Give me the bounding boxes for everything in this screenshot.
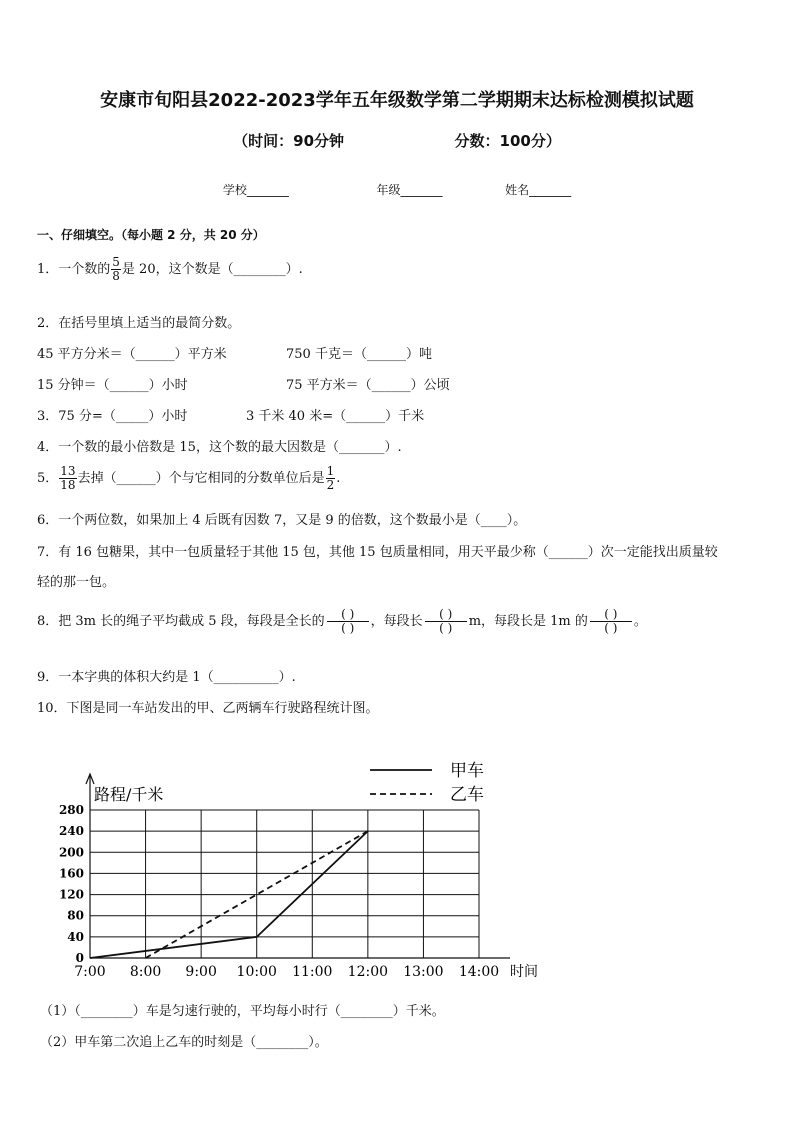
section-title: 一、仔细填空。（每小题 2 分，共 20 分） <box>37 228 265 242</box>
student-info <box>0 181 794 198</box>
question-7-line1: 7．有 16 包糖果，其中一包质量轻于其他 15 包，其他 15 包质量相同，用天平最少称（______）次一定能找出质量较 <box>37 545 718 560</box>
q8-part3: m，每段长是 1m 的 <box>468 614 588 629</box>
q1-suffix: 是 20，这个数是（________）. <box>121 262 303 277</box>
q5-frac2-num: 1 <box>326 464 335 478</box>
name-field: 姓名_______ <box>505 183 572 197</box>
legend-label-1: 甲车 <box>450 761 484 781</box>
exam-meta <box>0 130 794 151</box>
q8-blank-num-3: ( ) <box>590 608 632 622</box>
question-10: 10．下图是同一车站发出的甲、乙两辆车行驶路程统计图。 <box>37 701 379 716</box>
page-title: 安康市旬阳县2022-2023学年五年级数学第二学期期末达标检测模拟试题 <box>100 90 694 111</box>
data-point <box>256 936 257 937</box>
q8-part2: ，每段长 <box>370 614 423 629</box>
x-tick-label: 14:00 <box>458 964 500 980</box>
q1-prefix: 1．一个数的 <box>37 262 111 277</box>
exam-time: （时间：90分钟 <box>233 132 345 150</box>
data-point <box>145 958 146 959</box>
question-7-line2: 轻的那一包。 <box>37 575 116 590</box>
question-5 <box>37 465 340 492</box>
question-6: 6．一个两位数，如果加上 4 后既有因数 7，又是 9 的倍数，这个数最小是（____）。 <box>37 513 527 528</box>
x-tick-label: 11:00 <box>292 964 333 980</box>
q5-suffix: . <box>336 471 341 486</box>
grade-field: 年级_______ <box>376 183 443 197</box>
y-axis-label: 路程/千米 <box>94 785 164 804</box>
question-10-sub1: （1）（________）车是匀速行驶的，平均每小时行（________）千米。 <box>40 1004 445 1019</box>
x-axis-label: 时间 <box>510 964 538 980</box>
q8-blank-den-2: ( ) <box>439 621 453 635</box>
question-4: 4．一个数的最小倍数是 15，这个数的最大因数是（_______）. <box>37 440 402 455</box>
x-tick-label: 9:00 <box>185 964 217 980</box>
q8-part1: 8．把 3m 长的绳子平均截成 5 段，每段是全长的 <box>37 614 325 629</box>
q8-blank-den-3: ( ) <box>604 621 618 635</box>
q8-blank-frac-3 <box>589 608 633 635</box>
y-tick-label: 80 <box>67 908 84 923</box>
question-1 <box>37 256 303 283</box>
question-3b: 3 千米 40 米=（______）千米 <box>246 409 425 424</box>
distance-time-chart <box>40 748 560 988</box>
q8-blank-num-1: ( ) <box>327 608 369 622</box>
question-9: 9．一本字典的体积大约是 1（__________）. <box>37 670 296 685</box>
x-tick-label: 12:00 <box>347 964 389 980</box>
q5-fraction <box>59 465 76 492</box>
school-field: 学校_______ <box>222 183 289 197</box>
question-8 <box>37 608 647 635</box>
q8-blank-frac-2 <box>424 608 468 635</box>
y-tick-label: 280 <box>58 803 84 817</box>
question-2-title: 2．在括号里填上适当的最简分数。 <box>37 316 241 331</box>
x-tick-label: 13:00 <box>403 964 444 980</box>
question-2-row2b: 75 平方米＝（______）公顷 <box>286 378 450 393</box>
q5-prefix: 5． <box>37 471 59 486</box>
q5-frac-den: 18 <box>60 478 76 492</box>
data-point <box>367 831 368 832</box>
q5-frac-num: 13 <box>60 464 76 478</box>
q1-fraction <box>111 256 121 283</box>
q5-fraction-2 <box>326 465 336 492</box>
y-tick-label: 0 <box>75 951 84 965</box>
q8-blank-num-2: ( ) <box>425 608 467 622</box>
x-tick-label: 8:00 <box>129 964 162 980</box>
question-2-row1b: 750 千克＝（______）吨 <box>286 347 432 362</box>
q5-frac2-den: 2 <box>326 478 335 492</box>
q5-middle: 去掉（______）个与它相同的分数单位后是 <box>77 471 325 486</box>
y-tick-label: 40 <box>67 929 84 944</box>
q1-frac-num: 5 <box>112 255 120 269</box>
question-3a: 3．75 分=（_____）小时 <box>37 409 188 424</box>
y-tick-label: 200 <box>58 845 84 860</box>
y-tick-label: 160 <box>58 866 84 881</box>
exam-score: 分数：100分） <box>454 132 561 150</box>
data-point <box>90 958 91 959</box>
q8-part4: 。 <box>633 614 647 629</box>
y-tick-label: 240 <box>58 824 84 839</box>
question-2-row2a: 15 分钟＝（______）小时 <box>37 378 188 393</box>
x-tick-label: 10:00 <box>236 964 277 980</box>
legend-label-2: 乙车 <box>450 785 484 805</box>
q1-frac-den: 8 <box>112 269 120 283</box>
q8-blank-den-1: ( ) <box>341 621 355 635</box>
q8-blank-frac-1 <box>326 608 370 635</box>
question-2-row1a: 45 平方分米＝（______）平方米 <box>37 347 227 362</box>
y-tick-label: 120 <box>58 887 84 902</box>
question-10-sub2: （2）甲车第二次追上乙车的时刻是（________）。 <box>40 1035 328 1050</box>
x-tick-label: 7:00 <box>74 964 106 980</box>
